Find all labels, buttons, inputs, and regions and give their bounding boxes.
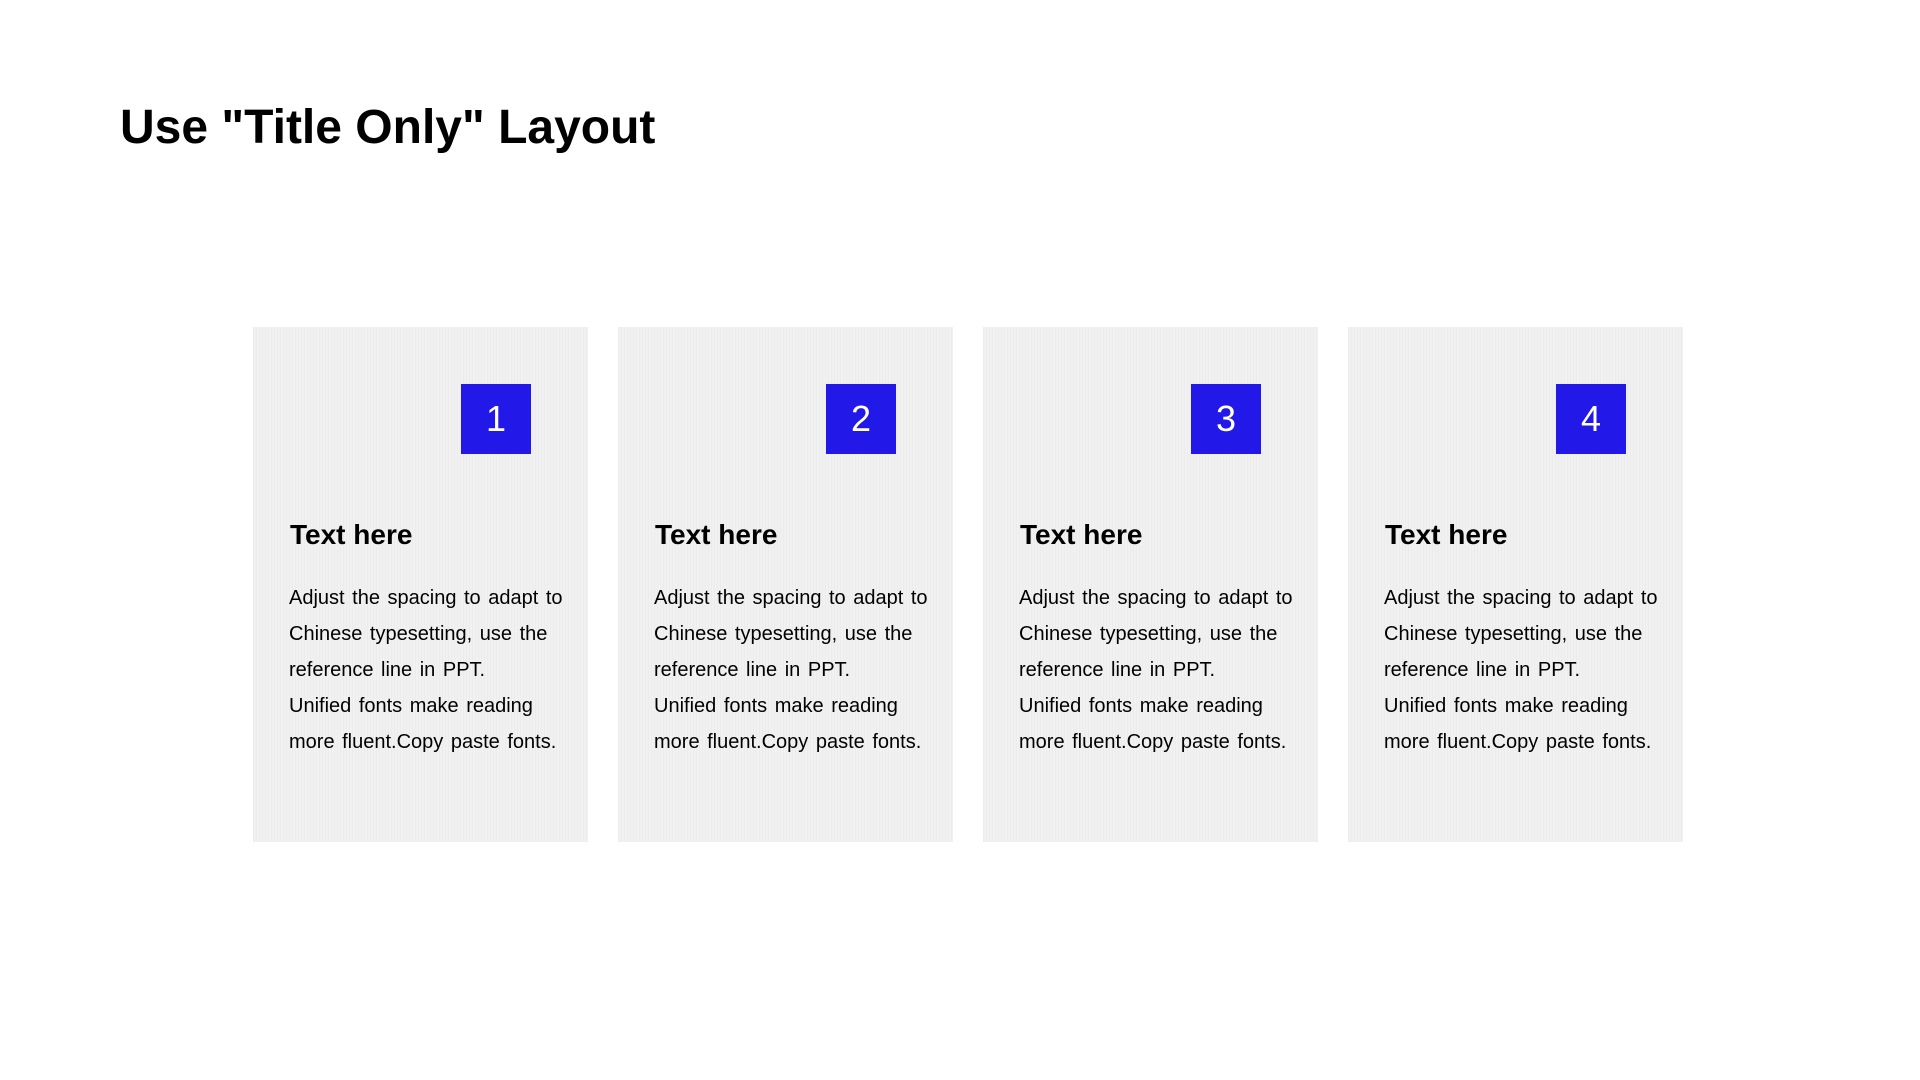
body-line: more fluent.Copy paste fonts.	[1019, 731, 1287, 753]
body-line: reference line in PPT.	[289, 659, 486, 681]
card-heading: Text here	[655, 519, 778, 550]
body-line: Adjust the spacing to adapt to	[654, 587, 928, 609]
body-line: reference line in PPT.	[1019, 659, 1216, 681]
body-line: Unified fonts make reading	[654, 695, 898, 717]
body-line: Chinese typesetting, use the	[1019, 623, 1278, 645]
card-body	[1019, 580, 1294, 760]
body-line: reference line in PPT.	[1384, 659, 1581, 681]
body-line: more fluent.Copy paste fonts.	[1384, 731, 1652, 753]
body-line: Adjust the spacing to adapt to	[1384, 587, 1658, 609]
slide-title: Use "Title Only" Layout	[120, 101, 656, 154]
number-badge: 3	[1191, 384, 1261, 454]
body-line: Unified fonts make reading	[289, 695, 533, 717]
body-line: more fluent.Copy paste fonts.	[289, 731, 557, 753]
card-1	[253, 327, 588, 842]
body-line: reference line in PPT.	[654, 659, 851, 681]
number-badge: 4	[1556, 384, 1626, 454]
body-line: Chinese typesetting, use the	[289, 623, 548, 645]
body-line: more fluent.Copy paste fonts.	[654, 731, 922, 753]
card-body	[289, 580, 564, 760]
card-body	[1384, 580, 1659, 760]
number-badge: 2	[826, 384, 896, 454]
card-heading: Text here	[1385, 519, 1508, 550]
card-body	[654, 580, 929, 760]
number-badge: 1	[461, 384, 531, 454]
card-4	[1348, 327, 1683, 842]
body-line: Chinese typesetting, use the	[1384, 623, 1643, 645]
card-heading: Text here	[290, 519, 413, 550]
body-line: Chinese typesetting, use the	[654, 623, 913, 645]
body-line: Adjust the spacing to adapt to	[1019, 587, 1293, 609]
body-line: Unified fonts make reading	[1019, 695, 1263, 717]
card-heading: Text here	[1020, 519, 1143, 550]
card-row	[253, 327, 1683, 842]
body-line: Unified fonts make reading	[1384, 695, 1628, 717]
card-2	[618, 327, 953, 842]
card-3	[983, 327, 1318, 842]
body-line: Adjust the spacing to adapt to	[289, 587, 563, 609]
